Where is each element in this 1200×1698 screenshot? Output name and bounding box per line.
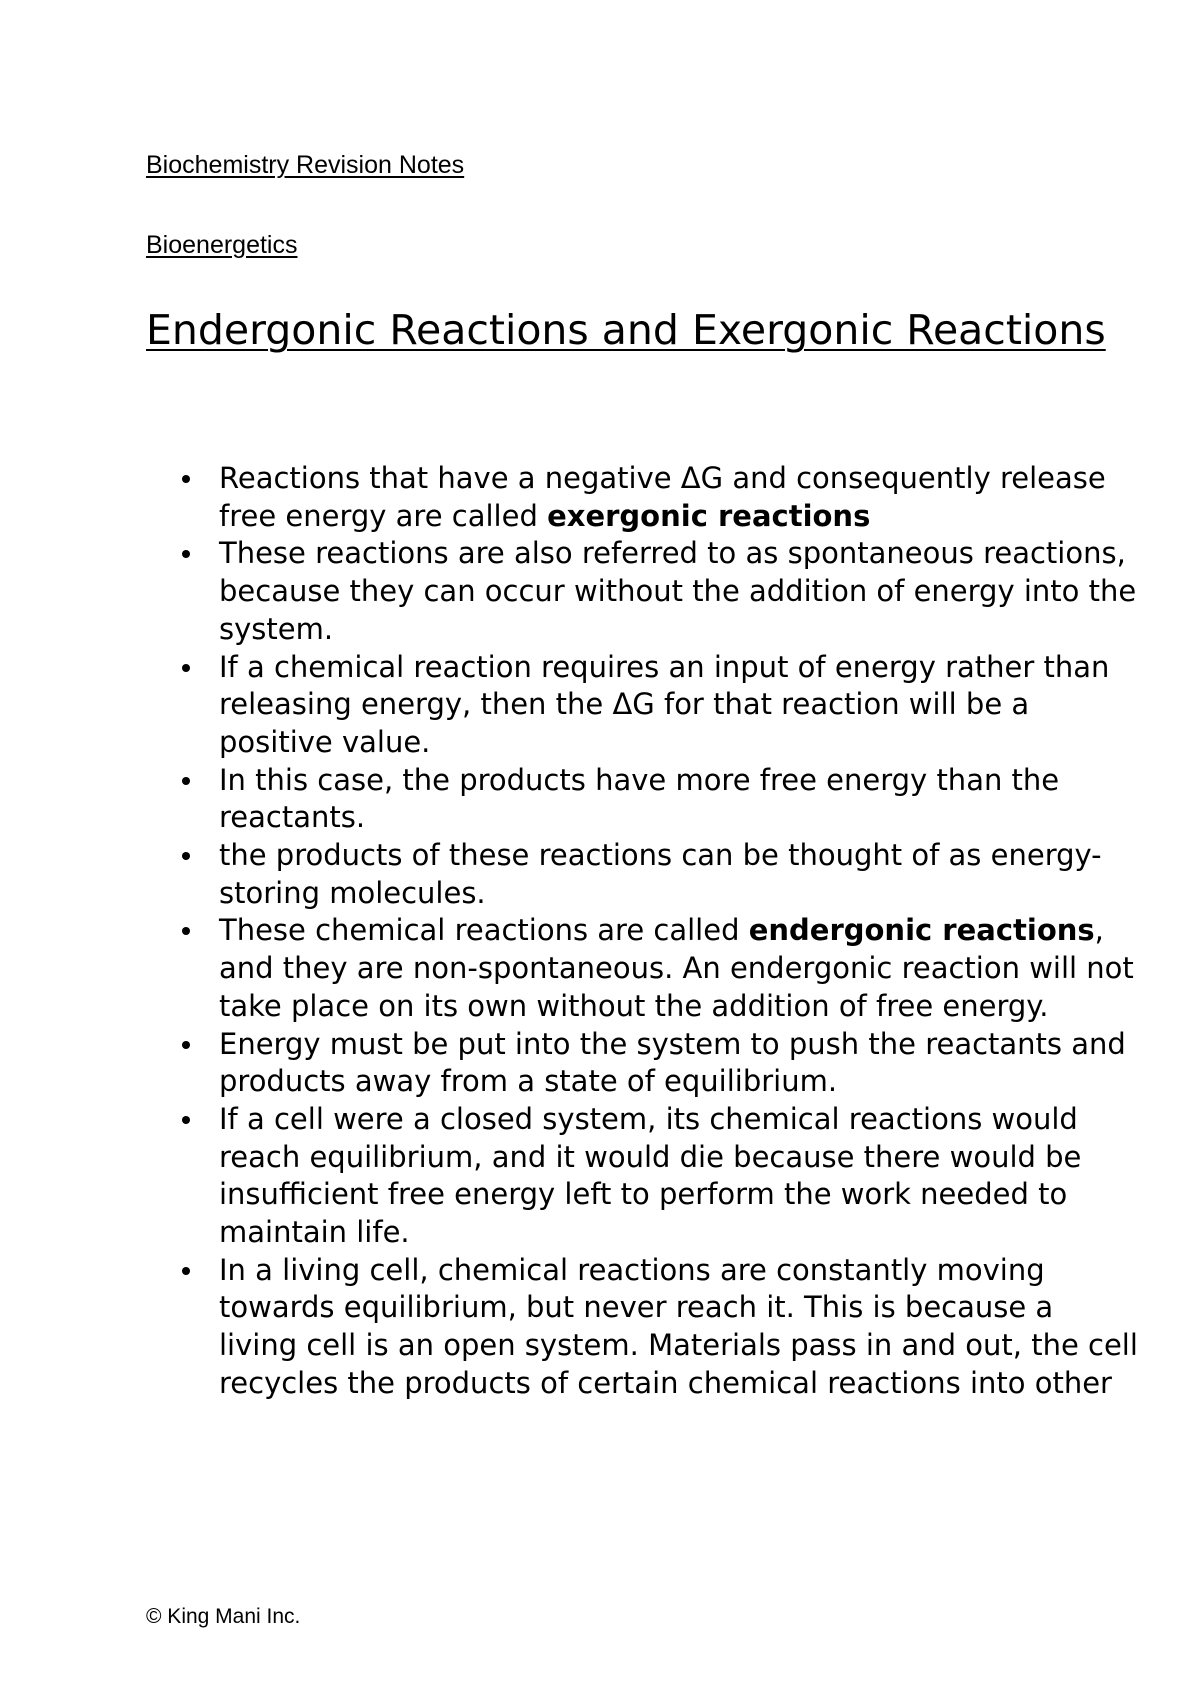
document-title: Biochemistry Revision Notes [146,151,465,179]
bullet-icon [182,1267,190,1275]
copyright-footer: © King Mani Inc. [146,1605,301,1628]
bullet-item [219,535,1139,648]
bullet-icon [182,927,190,935]
bullet-icon [182,664,190,672]
bullet-text: In a living cell, chemical reactions are constantly moving towards equilibrium, but never reach it. This is because a living cell is an open system. Materials pass in and out, the cell recycles the products of certain chemical reactions into other [219,1252,1138,1400]
bullet-item [219,460,1139,535]
bullet-item [219,1252,1139,1403]
bullet-list [146,460,1139,1403]
bullet-text: If a chemical reaction requires an input of energy rather than releasing energy, then the ΔG for that reaction will be a positive value. [219,649,1110,759]
bullet-bold-text: exergonic reactions [547,498,871,533]
bullet-item [219,762,1139,837]
bullet-text: If a cell were a closed system, its chemical reactions would reach equilibrium, and it would die because there would be insufficient free energy left to perform the work needed to maintain life. [219,1101,1082,1250]
bullet-item [219,1026,1139,1101]
bullet-text: Energy must be put into the system to push the reactants and products away from a state of equilibrium. [219,1026,1126,1099]
bullet-item [219,912,1139,1025]
bullet-text: These reactions are also referred to as spontaneous reactions, because they can occur without the addition of energy into the system. [219,536,1137,646]
bullet-item [219,1101,1139,1252]
bullet-icon [182,1041,190,1049]
bullet-icon [182,550,190,558]
main-heading: Endergonic Reactions and Exergonic Reactions [146,306,1106,354]
bullet-text: the products of these reactions can be thought of as energy-storing molecules. [219,838,1102,910]
bullet-item [219,837,1139,912]
bullet-icon [182,852,190,860]
bullet-icon [182,475,190,483]
bullet-text: Reactions that have a negative ΔG and consequently release free energy are called [219,461,1106,533]
bullet-text: These chemical reactions are called [219,913,749,948]
section-title: Bioenergetics [146,231,298,259]
bullet-icon [182,777,190,785]
bullet-icon [182,1116,190,1124]
bullet-item [219,649,1139,762]
bullet-text-after: , and they are non-spontaneous. An endergonic reaction will not take place on its own without the addition of free energy. [219,913,1134,1023]
bullet-text: In this case, the products have more free energy than the reactants. [219,762,1060,835]
bullet-bold-text: endergonic reactions [748,913,1095,948]
